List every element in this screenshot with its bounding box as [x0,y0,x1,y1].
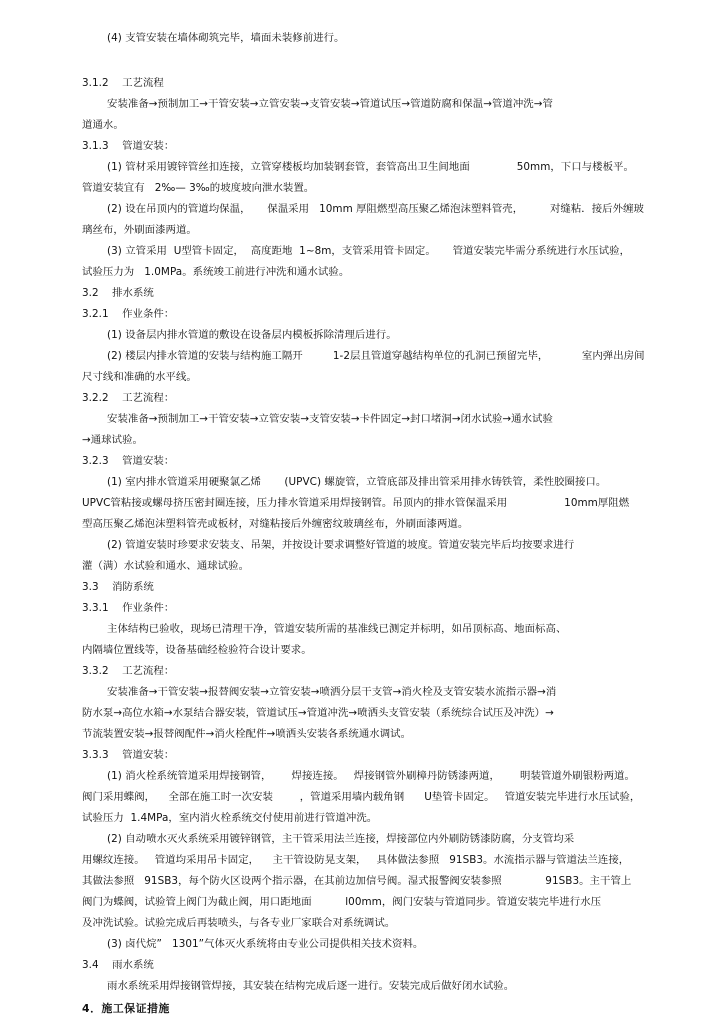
text-line-3-2-3-item-2-cont: 灌（满）水试验和通水、通球试验。 [82,560,250,572]
heading-3-4: 3.4 雨水系统 [82,959,154,971]
section-heading-4: 4．施工保证措施 [82,1002,170,1015]
text-line-3-2-1-item-2-cont: 尺寸线和准确的水平线。 [82,371,197,383]
text-line-3-2-1-item-2: (2) 楼层内排水管道的安装与结构施工隔开 1-2层且管道穿越结构单位的孔洞已预留完毕， 室内弹出房间 [107,350,645,362]
text-line-3-1-3-item-2-cont: 璃丝布，外刷面漆两道。 [82,224,197,236]
text-line-flow-3-1-2: 安装准备→预制加工→干管安装→立管安装→支管安装→管道试压→管道防腐和保温→管道冲洗→管 [107,98,553,110]
text-line-3-3-3-item-2-cont-a: 用螺纹连接。 管道均采用吊卡固定， 主干管设防晃支架， 具体做法参照 91SB3。水流指示器与管道法兰连接， [82,854,630,866]
text-line-3-3-3-item-1: (1) 消火栓系统管道采用焊接钢管， 焊接连接。 焊接钢管外刷樟丹防锈漆两道， 明装管道外刷银粉两道。 [107,770,635,782]
text-line-3-3-3-item-3: (3) 卤代烷” 1301”气体灭火系统将由专业公司提供相关技术资料。 [107,938,424,950]
heading-3-3-2: 3.3.2 工艺流程： [82,665,175,677]
text-line-3-1-3-item-1-cont: 管道安装宜有 2‰— 3‰的坡度坡向泄水装置。 [82,182,315,194]
text-line-3-1-3-item-3: (3) 立管采用 U型管卡固定， 高度距地 1~8m，支管采用管卡固定。 管道安装完毕需分系统进行水压试验， [107,245,631,257]
text-line-3-2-3-item-1: (1) 室内排水管道采用硬聚氯乙烯 (UPVC) 螺旋管，立管底部及排出管采用排水铸铁管，柔性胶圈接口。 [107,476,607,488]
text-line-3-1-3-item-1: (1) 管材采用镀锌管丝扣连接，立管穿楼板均加装钢套管，套管高出卫生间地面 50mm，下口与楼板平。 [107,161,634,173]
text-line-3-3-3-item-1-cont-a: 阀门采用蝶阀， 全部在施工时一次安装 ，管道采用墙内载角钢 U垫管卡固定。 管道安装完毕进行水压试验， [82,791,641,803]
text-line-3-3-3-item-2-cont-c: 阀门为蝶阀，试验管上阀门为截止阀，用口距地面 l00mm，阀门安装与管道同步。管道安装完毕进行水压 [82,896,602,908]
text-line-flow-3-1-2-cont: 道通水。 [82,119,124,131]
text-line-3-2-1-item-1: (1) 设备层内排水管道的敷设在设备层内模板拆除清理后进行。 [107,329,397,341]
text-line-flow-3-2-2-cont: →通球试验。 [82,434,143,446]
heading-3-1-2: 3.1.2 工艺流程 [82,77,164,89]
heading-3-1-3: 3.1.3 管道安装： [82,140,175,152]
heading-3-3: 3.3 消防系统 [82,581,154,593]
text-line-3-2-3-item-1-cont-a: UPVC管粘接或螺母挤压密封圈连接，压力排水管道采用焊接钢管。吊顶内的排水管保温采用 10mm厚阻燃 [82,497,630,509]
text-line-3-1-3-item-3-cont: 试验压力为 1.0MPa。系统竣工前进行冲洗和通水试验。 [82,266,350,278]
text-line-flow-3-3-2-cont-a: 防水泵→高位水箱→水泵结合器安装，管道试压→管道冲洗→喷洒头支管安装（系统综合试压及冲洗）→ [82,707,554,719]
heading-3-3-3: 3.3.3 管道安装： [82,749,175,761]
heading-3-2-3: 3.2.3 管道安装： [82,455,175,467]
heading-3-2: 3.2 排水系统 [82,287,154,299]
text-line-3-3-3-item-2-cont-d: 及冲洗试验。试验完成后再装喷头，与各专业厂家联合对系统调试。 [82,917,396,929]
text-line-3-4: 雨水系统采用焊接钢管焊接，其安装在结构完成后逐一进行。安装完成后做好闭水试验。 [107,980,515,992]
heading-3-2-2: 3.2.2 工艺流程： [82,392,175,404]
text-line-3-1-3-item-2: (2) 设在吊顶内的管道均保温， 保温采用 10mm 厚阻燃型高压聚乙烯泡沫塑料管壳， 对缝粘．接后外缠玻 [107,203,644,215]
text-line-flow-3-3-2-cont-b: 节流装置安装→报替阀配件→消火栓配件→喷洒头安装各系统通水调试。 [82,728,412,740]
text-line-3-3-3-item-1-cont-b: 试验压力 1.4MPa，室内消火栓系统交付使用前进行管道冲洗。 [82,812,378,824]
text-line-3-3-3-item-2: (2) 自动喷水灭火系统采用镀锌钢管，主干管采用法兰连接，焊接部位内外刷防锈漆防腐，分支管均采 [107,833,575,845]
text-line-3-3-3-item-2-cont-b: 其做法参照 91SB3，每个防火区设两个指示器，在其前边加信号阀。湿式报警阀安装参照 91SB3。主干管上 [82,875,632,887]
text-line-1-4-branch-pipe: (4) 支管安装在墙体砌筑完毕，墙面未装修前进行。 [107,32,345,44]
heading-3-2-1: 3.2.1 作业条件： [82,308,175,320]
text-line-3-2-3-item-2: (2) 管道安装时珍要求安装支、吊架，并按设计要求调整好管道的坡度。管道安装完毕后均按要求进行 [107,539,575,551]
text-line-3-3-1-cont: 内隔墙位置线等，设备基础经检验符合设计要求。 [82,644,312,656]
text-line-3-3-1: 主体结构已验收，现场已清理干净，管道安装所需的基准线已测定并标明，如吊顶标高、地面标高、 [107,623,567,635]
text-line-flow-3-2-2: 安装准备→预制加工→干管安装→立管安装→支管安装→卡件固定→封口堵洞→闭水试验→通水试验 [107,413,553,425]
text-line-3-2-3-item-1-cont-b: 型高压聚乙烯泡沫塑料管壳或板材，对缝粘接后外缠密纹玻璃丝布，外刷面漆两道。 [82,518,469,530]
heading-3-3-1: 3.3.1 作业条件： [82,602,175,614]
text-line-flow-3-3-2: 安装准备→干管安装→报替阀安装→立管安装→喷洒分层干支管→消火栓及支管安装水流指示器→消 [107,686,557,698]
